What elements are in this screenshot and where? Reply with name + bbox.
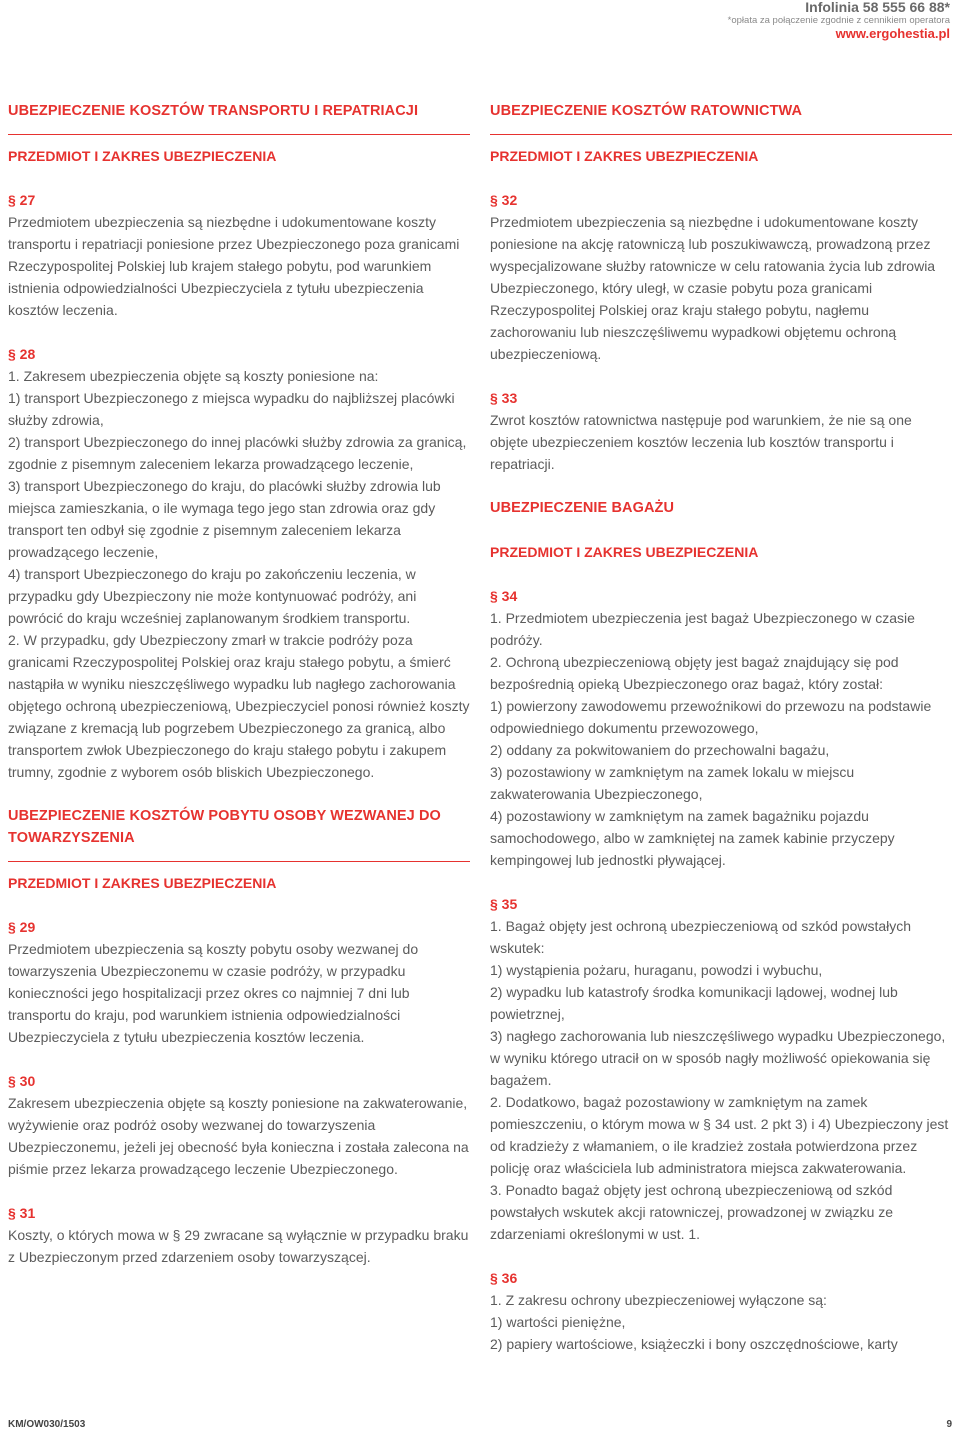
divider [8, 134, 470, 135]
contact-header [728, 0, 950, 41]
paragraph-text: Przedmiotem ubezpieczenia są niezbędne i udokumentowane koszty poniesione na akcję ratowniczą lub poszukiwawczą, prowadzoną przez wyspecjalizowane służby ratownicze w celu ratowania życia lub zdrowia Ubezpieczonego, który uległ, w czasie pobytu poza granicami Rzeczypospolitej Polskiej oraz kraju stałego pobytu, nagłemu zachorowaniu lub nieszczęśliwemu wypadkowi objętemu ochroną ubezpieczeniową. [490, 214, 936, 362]
paragraph-line: 2) transport Ubezpieczonego do innej placówki służby zdrowia za granicą, zgodnie z pisemnym zaleceniem lekarza prowadzącego leczenie, [8, 434, 467, 472]
paragraph-line: 1) powierzony zawodowemu przewoźnikowi do przewozu na podstawie odpowiedniego dokumentu przewozowego, [490, 698, 932, 736]
section-subtitle: PRZEDMIOT I ZAKRES UBEZPIECZENIA [8, 148, 277, 164]
paragraph-line: 3) transport Ubezpieczonego do kraju, do placówki służby zdrowia lub miejsca zamieszkania, o ile wymaga tego jego stan zdrowia oraz gdy transport ten odbył się zgodnie z pisemnym zaleceniem lekarza prowadzącego leczenie, [8, 478, 441, 560]
paragraph-line: 1) wystąpienia pożaru, huraganu, powodzi i wybuchu, [490, 962, 823, 978]
page-number: 9 [946, 1419, 952, 1430]
paragraph-line: 1. Bagaż objęty jest ochroną ubezpieczeniową od szkód powstałych wskutek: [490, 918, 912, 956]
paragraph-text: Przedmiotem ubezpieczenia są niezbędne i udokumentowane koszty transportu i repatriacji poniesione przez Ubezpieczonego poza granicami Rzeczypospolitej Polskiej lub krajem stałego pobytu, pod warunkiem istnienia odpowiedzialności Ubezpieczyciela z tytułu ubezpieczenia kosztów leczenia. [8, 214, 460, 318]
section-title-baggage: UBEZPIECZENIE BAGAŻU [490, 500, 675, 516]
website-link[interactable]: www.ergohestia.pl [835, 26, 950, 41]
paragraph-body [490, 915, 952, 1245]
left-column [8, 100, 470, 1268]
paragraph-number: § 36 [490, 1270, 518, 1286]
section-title-rescue: UBEZPIECZENIE KOSZTÓW RATOWNICTWA [490, 103, 803, 119]
paragraph-line: 3) pozostawiony w zamkniętym na zamek lokalu w miejscu zakwaterowania Ubezpieczonego, [490, 764, 855, 802]
hotline-text: Infolinia 58 555 66 88* [805, 0, 950, 15]
divider [8, 861, 470, 862]
paragraph-text: Koszty, o których mowa w § 29 zwracane są wyłącznie w przypadku braku z Ubezpieczonym przed zdarzeniem osoby towarzyszącej. [8, 1227, 469, 1265]
paragraph-line: 2) papiery wartościowe, książeczki i bony oszczędnościowe, karty [490, 1336, 898, 1352]
right-column [490, 100, 952, 1355]
paragraph-line: 3. Ponadto bagaż objęty jest ochroną ubezpieczeniową od szkód powstałych wskutek akcji ratowniczej, prowadzonej w związku ze zdarzeniami określonymi w ust. 1. [490, 1182, 894, 1242]
paragraph-number: § 31 [8, 1205, 36, 1221]
paragraph-text: Przedmiotem ubezpieczenia są koszty pobytu osoby wezwanej do towarzyszenia Ubezpieczonemu w czasie podróży, w przypadku konieczności jego hospitalizacji przez okres co najmniej 7 dni lub transportu do kraju, pod warunkiem istnienia odpowiedzialności Ubezpieczyciela z tytułu ubezpieczenia kosztów leczenia. [8, 941, 419, 1045]
paragraph-line: 3) nagłego zachorowania lub nieszczęśliwego wypadku Ubezpieczonego, w wyniku którego utracił on w sposób nagły możliwość opiekowania się bagażem. [490, 1028, 946, 1088]
paragraph-number: § 28 [8, 346, 36, 362]
paragraph-line: 2) oddany za pokwitowaniem do przechowalni bagażu, [490, 742, 830, 758]
divider [490, 134, 952, 135]
paragraph-body [490, 607, 952, 871]
paragraph-line: 1. Z zakresu ochrony ubezpieczeniowej wyłączone są: [490, 1292, 827, 1308]
paragraph-number: § 35 [490, 896, 518, 912]
section-subtitle: PRZEDMIOT I ZAKRES UBEZPIECZENIA [490, 544, 759, 560]
paragraph-line: 1. Przedmiotem ubezpieczenia jest bagaż Ubezpieczonego w czasie podróży. [490, 610, 915, 648]
section-title-companion: UBEZPIECZENIE KOSZTÓW POBYTU OSOBY WEZWANEJ DO TOWARZYSZENIA [8, 808, 441, 846]
paragraph-line: 2) wypadku lub katastrofy środka komunikacji lądowej, wodnej lub powietrznej, [490, 984, 898, 1022]
paragraph-line: 2. Ochroną ubezpieczeniową objęty jest bagaż znajdujący się pod bezpośrednią opieką Ubezpieczonego oraz bagaż, który został: [490, 654, 899, 692]
paragraph-number: § 33 [490, 390, 518, 406]
paragraph-line: 2. W przypadku, gdy Ubezpieczony zmarł w trakcie podróży poza granicami Rzeczypospolitej Polskiej oraz kraju stałego pobytu, a śmierć nastąpiła w wyniku nieszczęśliwego wypadku lub nagłego zachorowania objętego ochroną ubezpieczeniową, Ubezpieczyciel ponosi również koszty związane z kremacją lub pogrzebem Ubezpieczonego za granicą, albo transportem zwłok Ubezpieczonego do kraju stałego pobytu i zakupem trumny, zgodnie z wyborem osób bliskich Ubezpieczonego. [8, 632, 470, 780]
paragraph-text: Zwrot kosztów ratownictwa następuje pod warunkiem, że nie są one objęte ubezpieczeniem kosztów leczenia lub kosztów transportu i repatriacji. [490, 412, 912, 472]
paragraph-number: § 34 [490, 588, 518, 604]
paragraph-line: 1) transport Ubezpieczonego z miejsca wypadku do najbliższej placówki służby zdrowia, [8, 390, 455, 428]
paragraph-number: § 29 [8, 919, 36, 935]
paragraph-line: 2. Dodatkowo, bagaż pozostawiony w zamkniętym na zamek pomieszczeniu, o którym mowa w § 34 ust. 2 pkt 3) i 4) Ubezpieczony jest od kradzieży z włamaniem, o ile kradzież została potwierdzona przez policję oraz właściciela lub administratora miejsca zakwaterowania. [490, 1094, 949, 1176]
paragraph-line: 4) pozostawiony w zamkniętym na zamek bagażniku pojazdu samochodowego, albo w zamkniętej na zamek kabinie przyczepy kempingowej lub jednostki pływającej. [490, 808, 895, 868]
paragraph-text: Zakresem ubezpieczenia objęte są koszty poniesione na zakwaterowanie, wyżywienie oraz podróż osoby wezwanej do towarzyszenia Ubezpieczonemu, jeżeli jej obecność była konieczna i została zalecona na piśmie przez lekarza prowadzącego leczenie Ubezpieczonego. [8, 1095, 469, 1177]
section-subtitle: PRZEDMIOT I ZAKRES UBEZPIECZENIA [490, 148, 759, 164]
paragraph-line: 1) wartości pieniężne, [490, 1314, 626, 1330]
document-code: KM/OW030/1503 [8, 1419, 86, 1430]
paragraph-number: § 27 [8, 192, 36, 208]
paragraph-line: 1. Zakresem ubezpieczenia objęte są koszty poniesione na: [8, 368, 379, 384]
hotline-note: *opłata za połączenie zgodnie z cennikiem operatora [727, 15, 950, 26]
paragraph-body [8, 365, 470, 783]
section-subtitle: PRZEDMIOT I ZAKRES UBEZPIECZENIA [8, 875, 277, 891]
paragraph-body [490, 1289, 952, 1355]
section-title-transport: UBEZPIECZENIE KOSZTÓW TRANSPORTU I REPATRIACJI [8, 103, 419, 119]
paragraph-number: § 32 [490, 192, 518, 208]
paragraph-line: 4) transport Ubezpieczonego do kraju po zakończeniu leczenia, w przypadku gdy Ubezpieczony nie może kontynuować podróży, ani powrócić do kraju wcześniej zaplanowanym środkiem transportu. [8, 566, 417, 626]
paragraph-number: § 30 [8, 1073, 36, 1089]
